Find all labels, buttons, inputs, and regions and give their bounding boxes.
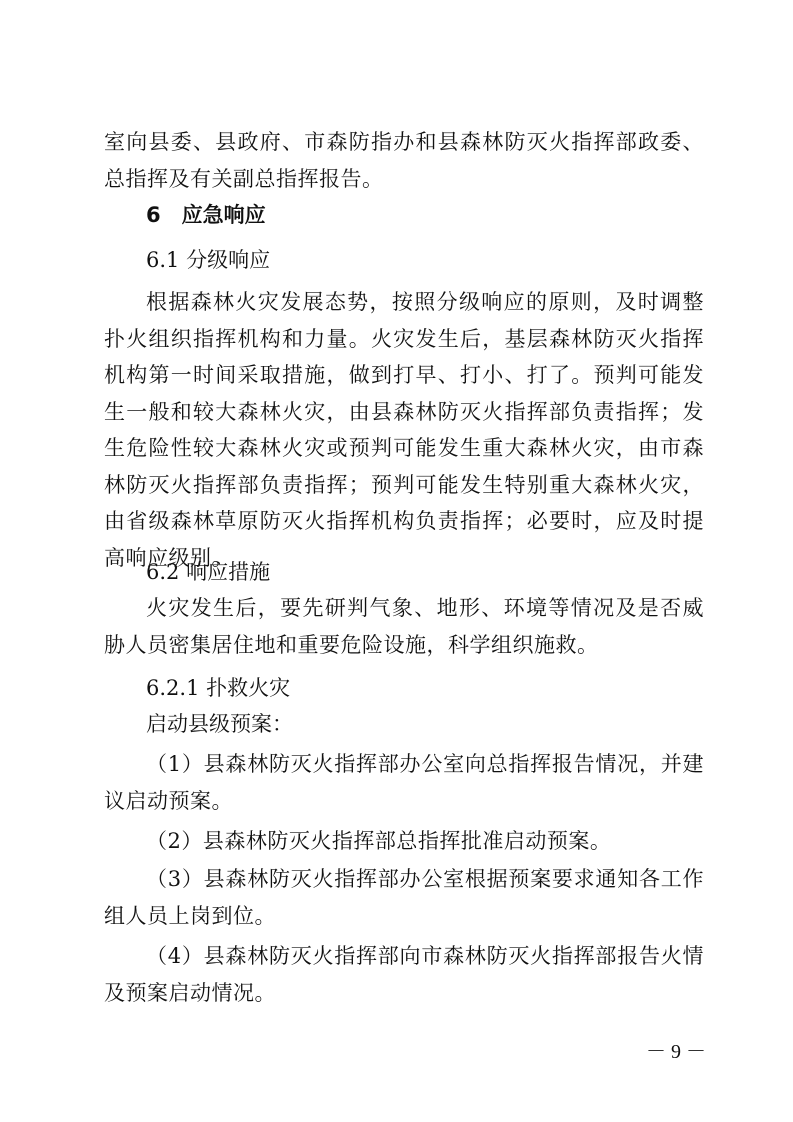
step-2-paragraph: （2）县森林防灭火指挥部总指挥批准启动预案。 — [146, 829, 612, 853]
section-6-2-heading: 6.2 响应措施 — [146, 560, 271, 584]
section-6-heading: 6 应急响应 — [146, 203, 266, 227]
section-6-2-1-heading: 6.2.1 扑救火灾 — [146, 676, 291, 700]
step-1-paragraph: （1）县森林防灭火指挥部办公室向总指挥报告情况，并建议启动预案。 — [104, 752, 704, 813]
section-6-2-1-intro: 启动县级预案： — [146, 712, 293, 736]
section-6-1-paragraph: 根据森林火灾发展态势，按照分级响应的原则，及时调整扑火组织指挥机构和力量。火灾发生后，基层森林防灭火指挥机构第一时间采取措施，做到打早、打小、打了。预判可能发生一般和较大森林火灾，由县森林防灭火指挥部负责指挥；发生危险性较大森林火灾或预判可能发生重大森林火灾，由市森林防灭火指挥部负责指挥；预判可能发生特别重大森林火灾，由省级森林草原防灭火指挥机构负责指挥；必要时，应及时提高响应级别。 — [104, 290, 704, 570]
page-number: － 9 － — [646, 1041, 706, 1063]
section-6-2-paragraph: 火灾发生后，要先研判气象、地形、环境等情况及是否威胁人员密集居住地和重要危险设施，科学组织施救。 — [104, 596, 704, 657]
step-4-paragraph: （4）县森林防灭火指挥部向市森林防灭火指挥部报告火情及预案启动情况。 — [104, 944, 704, 1005]
continuation-paragraph: 室向县委、县政府、市森防指办和县森林防灭火指挥部政委、总指挥及有关副总指挥报告。 — [104, 130, 704, 191]
step-3-paragraph: （3）县森林防灭火指挥部办公室根据预案要求通知各工作组人员上岗到位。 — [104, 867, 704, 928]
section-6-1-heading: 6.1 分级响应 — [146, 248, 271, 272]
